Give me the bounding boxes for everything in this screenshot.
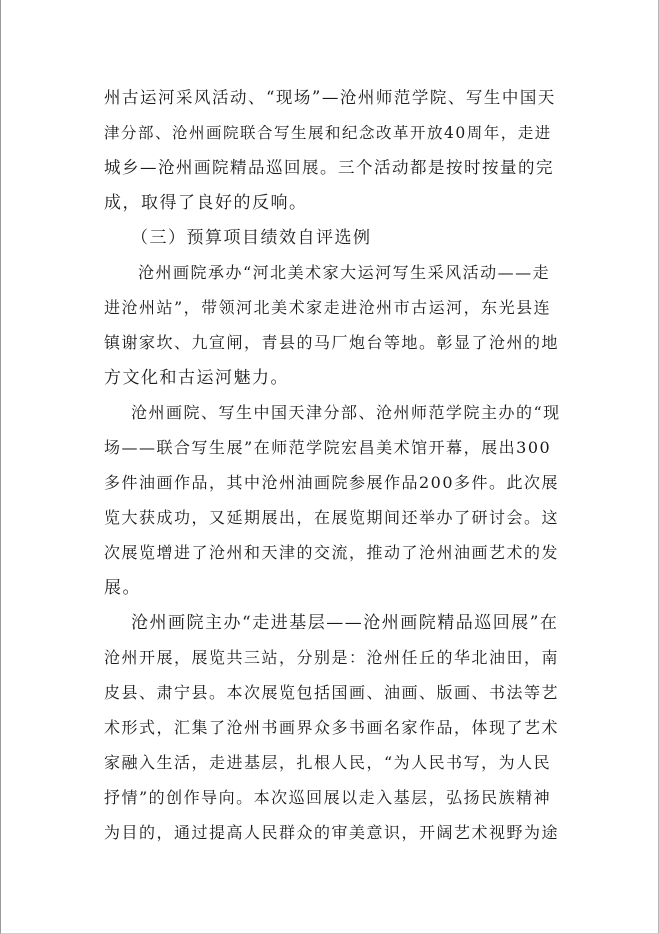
section-heading: （三）预算项目绩效自评选例 [131, 228, 372, 248]
text-line: 沧州开展，展览共三站，分别是：沧州任丘的华北油田，南 [104, 648, 560, 667]
text-line: 方文化和古运河魅力。 [104, 368, 289, 388]
text-line: 沧州画院、写生中国天津分部、沧州师范学院主办的“现 [131, 403, 561, 422]
text-line: 津分部、沧州画院联合写生展和纪念改革开放40周年，走进 [104, 124, 552, 142]
text-line: 沧州画院主办“走进基层——沧州画院精品巡回展”在 [131, 613, 559, 633]
text-line: 多件油画作品，其中沧州油画院参展作品200多件。此次展 [104, 473, 560, 492]
text-line: 镇谢家坎、九宣闸，青县的马厂炮台等地。彰显了沧州的地 [104, 333, 560, 352]
text-line: 次展览增进了沧州和天津的交流，推动了沧州油画艺术的发 [104, 543, 560, 562]
text-line: 州古运河采风活动、“现场”—沧州师范学院、写生中国天 [104, 88, 556, 107]
text-line: 进沧州站”，带领河北美术家走进沧州市古运河，东光县连 [104, 298, 552, 317]
text-line: 术形式，汇集了沧州书画界众多书画名家作品，体现了艺术 [104, 718, 560, 737]
text-line: 抒情”的创作导向。本次巡回展以走入基层，弘扬民族精神 [104, 788, 552, 807]
text-line: 成，取得了良好的反响。 [104, 193, 308, 213]
text-line: 皮县、肃宁县。本次展览包括国画、油画、版画、书法等艺 [104, 683, 560, 702]
text-line: 展。 [104, 578, 141, 598]
text-line: 为目的，通过提高人民群众的审美意识，开阔艺术视野为途 [104, 823, 560, 842]
text-line: 城乡—沧州画院精品巡回展。三个活动都是按时按量的完 [104, 158, 554, 177]
text-line: 场——联合写生展”在师范学院宏昌美术馆开幕，展出300 [104, 438, 552, 457]
text-line: 沧州画院承办“河北美术家大运河写生采风活动——走 [138, 263, 551, 282]
text-line: 览大获成功，又延期展出，在展览期间还举办了研讨会。这 [104, 508, 560, 527]
text-line: 家融入生活，走进基层，扎根人民，“为人民书写，为人民 [104, 753, 552, 772]
